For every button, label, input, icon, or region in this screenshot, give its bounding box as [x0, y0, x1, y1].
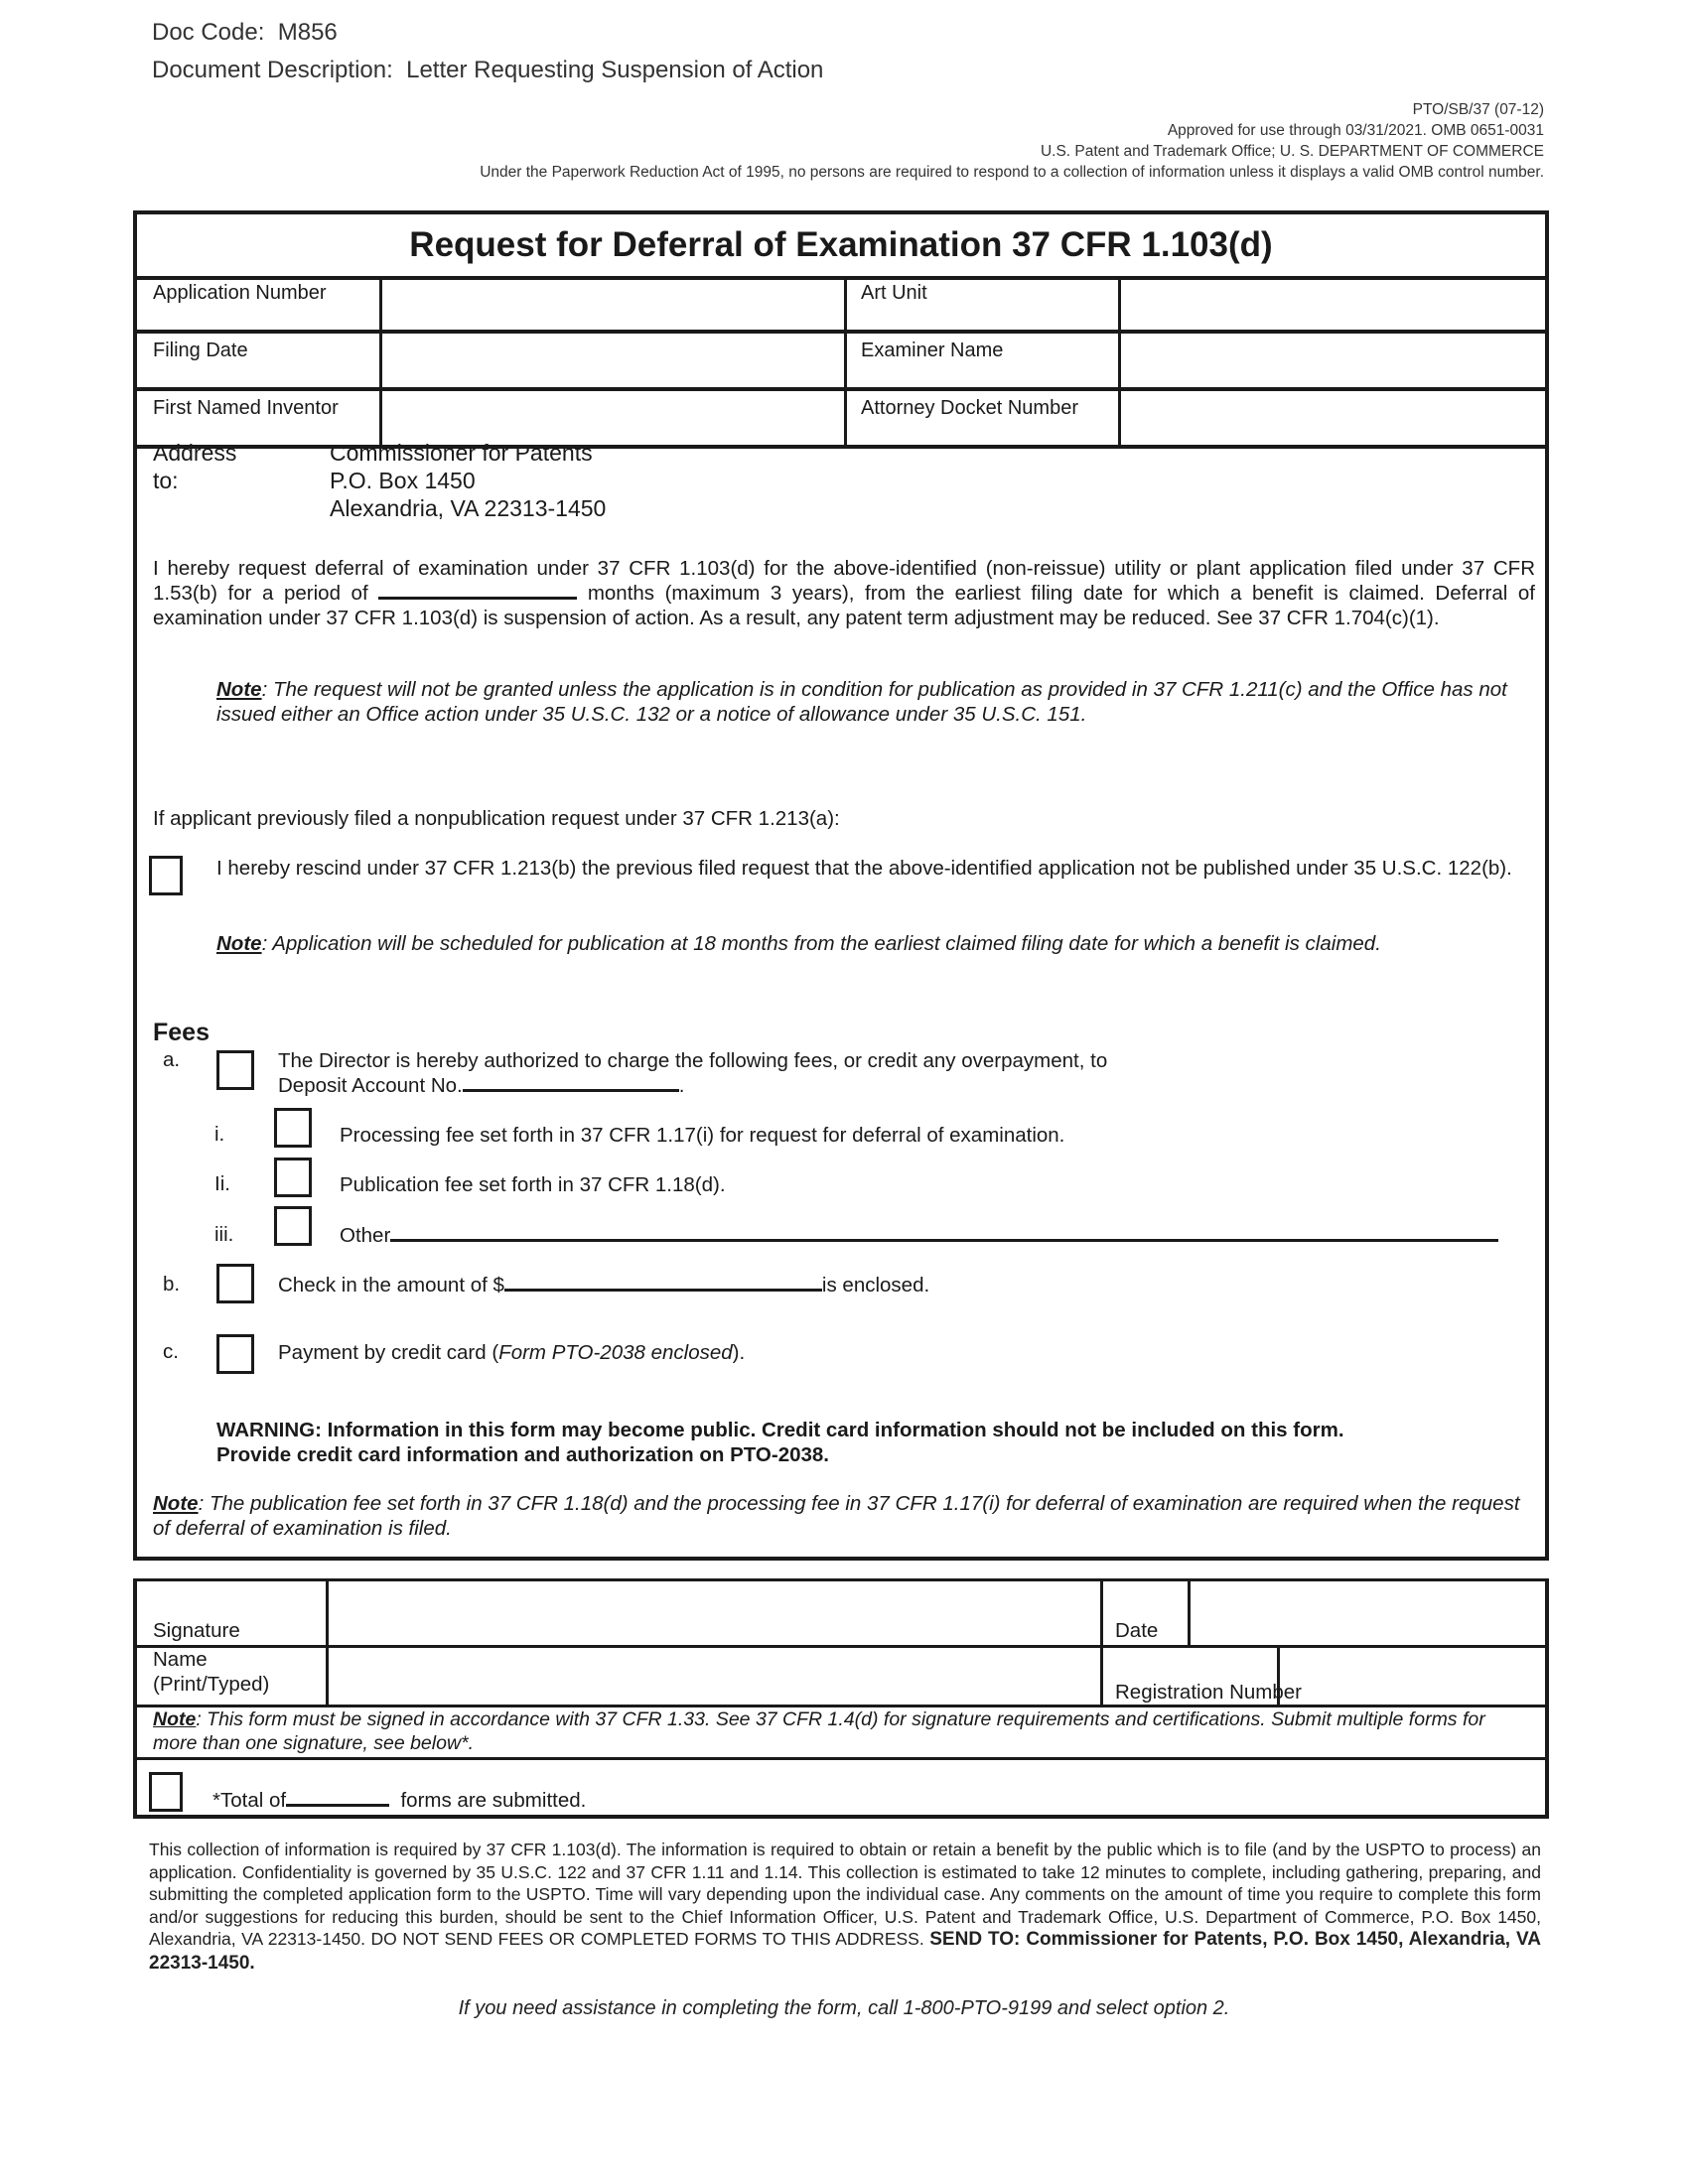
fee-a-letter: a.	[163, 1048, 181, 1071]
months-field[interactable]	[378, 593, 577, 600]
fee-a-text: The Director is hereby authorized to charge the following fees, or credit any overpayment, to Deposit Account No. .	[278, 1049, 1108, 1097]
processing-fee-text: Processing fee set forth in 37 CFR 1.17(i) for request for deferral of examination.	[340, 1124, 1065, 1147]
filing-date-field[interactable]	[379, 334, 847, 387]
signature-row	[137, 1581, 1545, 1648]
credit-card-checkbox[interactable]	[216, 1334, 254, 1374]
registration-number-field[interactable]	[1277, 1645, 1545, 1705]
attorney-docket-field[interactable]	[1118, 391, 1545, 445]
examiner-name-label: Examiner Name	[844, 334, 1118, 387]
doc-description: Document Description: Letter Requesting Suspension of Action	[152, 57, 824, 83]
date-label: Date	[1115, 1619, 1159, 1642]
name-row	[137, 1645, 1545, 1707]
agency-text: U.S. Patent and Trademark Office; U. S. DEPARTMENT OF COMMERCE	[1040, 143, 1544, 160]
id-row-application	[137, 276, 1545, 334]
address-label: Address to:	[153, 440, 237, 493]
fees-heading: Fees	[153, 1019, 210, 1046]
application-number-field[interactable]	[379, 276, 847, 330]
publication-fee-text: Publication fee set forth in 37 CFR 1.18(d).	[340, 1173, 726, 1196]
check-amount-field[interactable]	[504, 1285, 822, 1292]
art-unit-field[interactable]	[1118, 276, 1545, 330]
identification-grid	[137, 276, 1545, 449]
art-unit-label: Art Unit	[844, 276, 1118, 330]
omb-notice	[480, 99, 1544, 183]
request-paragraph: I hereby request deferral of examination under 37 CFR 1.103(d) for the above-identified (non-reissue) utility or plant application filed under 37 CFR 1.53(b) for a period of months (maximum 3 years), from the earliest filing date for which a benefit is claimed. Deferral of examination under 37 CFR 1.103(d) is suspension of action. As a result, any patent term adjustment may be reduced. See 37 CFR 1.704(c)(1).	[153, 557, 1535, 629]
other-fee-checkbox[interactable]	[274, 1206, 312, 1246]
fee-b-letter: b.	[163, 1273, 181, 1296]
processing-fee-checkbox[interactable]	[274, 1108, 312, 1148]
nonpublication-intro: If applicant previously filed a nonpublication request under 37 CFR 1.213(a):	[153, 807, 840, 830]
other-fee-field[interactable]	[390, 1235, 1498, 1242]
note-publication-condition: Note: The request will not be granted unless the application is in condition for publication as provided in 37 CFR 1.211(c) and the Office has not issued either an Office action under 35 U.S.C. 132 or a notice of allowance under 35 U.S.C. 151.	[216, 678, 1507, 726]
total-forms-text: *Total of forms are submitted.	[212, 1789, 587, 1812]
examiner-name-field[interactable]	[1118, 334, 1545, 387]
signature-field[interactable]	[326, 1581, 1103, 1645]
signature-label: Signature	[153, 1619, 240, 1642]
fee-a-ii-numeral: Ii.	[214, 1172, 230, 1195]
registration-label: Registration Number	[1115, 1681, 1302, 1704]
rescind-text: I hereby rescind under 37 CFR 1.213(b) the previous filed request that the above-identified application not be published under 35 U.S.C. 122(b).	[216, 857, 1512, 880]
first-named-inventor-label: First Named Inventor	[153, 397, 339, 419]
doc-header	[152, 14, 823, 89]
filing-date-label: Filing Date	[153, 340, 248, 361]
total-forms-checkbox[interactable]	[149, 1772, 183, 1812]
attorney-docket-label: Attorney Docket Number	[844, 391, 1118, 445]
signature-block	[133, 1578, 1549, 1819]
form-number: PTO/SB/37 (07-12)	[1412, 101, 1544, 118]
name-field[interactable]	[326, 1645, 1103, 1705]
deposit-account-field[interactable]	[463, 1085, 679, 1092]
total-forms-field[interactable]	[286, 1800, 389, 1807]
address-lines: Commissioner for Patents P.O. Box 1450 Alexandria, VA 22313-1450	[330, 440, 607, 521]
application-number-label: Application Number	[153, 282, 327, 304]
date-label-cell	[1100, 1581, 1191, 1645]
doc-code: Doc Code: M856	[152, 19, 338, 46]
other-fee-row: Other	[340, 1223, 1511, 1248]
total-forms-row	[137, 1760, 1545, 1815]
signature-note-row	[137, 1707, 1545, 1760]
check-payment-text: Check in the amount of $ is enclosed.	[278, 1274, 930, 1297]
rescind-checkbox[interactable]	[149, 856, 183, 895]
assistance-line: If you need assistance in completing the form, call 1-800-PTO-9199 and select option 2.	[458, 1997, 1230, 2019]
credit-card-text: Payment by credit card (Form PTO-2038 enclosed).	[278, 1341, 746, 1364]
date-field[interactable]	[1188, 1581, 1545, 1645]
signature-note: Note: This form must be signed in accordance with 37 CFR 1.33. See 37 CFR 1.4(d) for signature requirements and certifications. Submit multiple forms for more than one signature, see below*.	[153, 1708, 1485, 1754]
fee-c-letter: c.	[163, 1340, 179, 1363]
check-payment-checkbox[interactable]	[216, 1264, 254, 1303]
fee-a-checkbox[interactable]	[216, 1050, 254, 1090]
approval-text: Approved for use through 03/31/2021. OMB 0651-0031	[1167, 122, 1544, 139]
public-info-warning: WARNING: Information in this form may become public. Credit card information should not be included on this form. Provide credit card information and authorization on PTO-2038.	[216, 1419, 1344, 1466]
first-named-inventor-field[interactable]	[379, 391, 847, 445]
fee-a-i-numeral: i.	[214, 1123, 225, 1146]
name-label: Name (Print/Typed)	[153, 1648, 270, 1696]
note-fees-required: Note: The publication fee set forth in 37 CFR 1.18(d) and the processing fee in 37 CFR 1.17(i) for deferral of examination are required when the request of deferral of examination is filed.	[153, 1492, 1520, 1540]
id-row-filing	[137, 334, 1545, 391]
deferral-form	[133, 210, 1549, 1561]
registration-label-cell	[1100, 1645, 1302, 1705]
paperwork-notice: Under the Paperwork Reduction Act of 1995, no persons are required to respond to a collection of information unless it displays a valid OMB control number.	[480, 164, 1544, 181]
burden-statement: This collection of information is required by 37 CFR 1.103(d). The information is required to obtain or retain a benefit by the public which is to file (and by the USPTO to process) an application. Confidentiality is governed by 35 U.S.C. 122 and 37 CFR 1.11 and 1.14. This collection is estimated to take 12 minutes to complete, including gathering, preparing, and submitting the completed application form to the USPTO. Time will vary depending upon the individual case. Any comments on the amount of time you require to complete this form and/or suggestions for reducing this burden, should be sent to the Chief Information Officer, U.S. Patent and Trademark Office, U.S. Department of Commerce, P.O. Box 1450, Alexandria, VA 22313-1450. DO NOT SEND FEES OR COMPLETED FORMS TO THIS ADDRESS. SEND TO: Commissioner for Patents, P.O. Box 1450, Alexandria, VA 22313-1450.	[149, 1840, 1541, 1974]
fee-a-iii-numeral: iii.	[214, 1223, 234, 1246]
publication-fee-checkbox[interactable]	[274, 1158, 312, 1197]
note-publication-schedule: Note: Application will be scheduled for publication at 18 months from the earliest claimed filing date for which a benefit is claimed.	[216, 932, 1381, 955]
form-title: Request for Deferral of Examination 37 CFR 1.103(d)	[137, 214, 1545, 280]
